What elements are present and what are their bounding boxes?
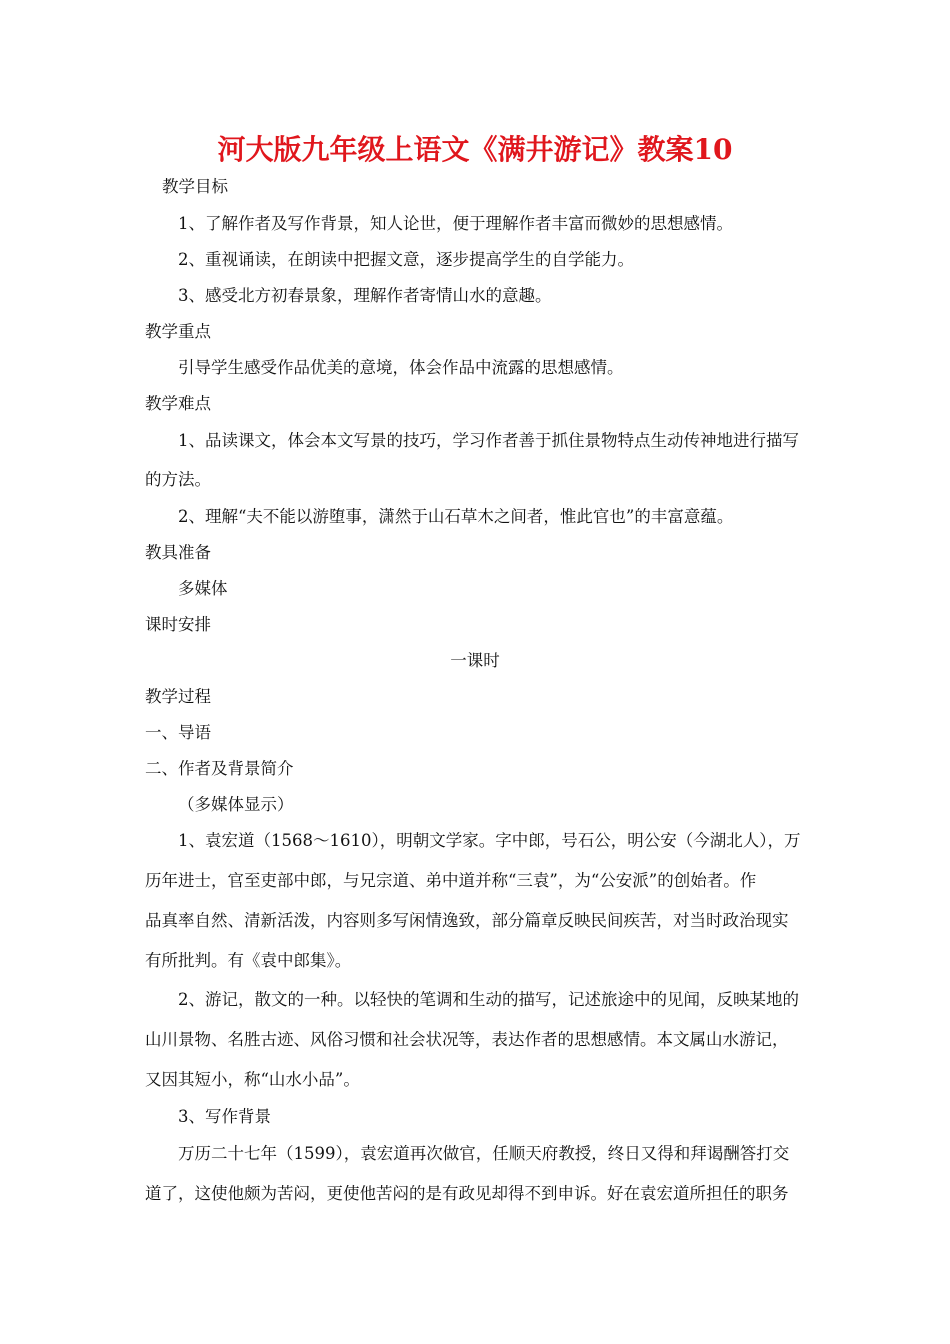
- paragraph-line: 道了，这使他颇为苦闷，更使他苦闷的是有政见却得不到申诉。好在袁宏道所担任的职务: [145, 1184, 789, 1203]
- paragraph-line: 有所批判。有《袁中郎集》。: [145, 951, 352, 970]
- centered-line: 一课时: [450, 651, 500, 670]
- subsection-heading: 二、作者及背景简介: [145, 759, 294, 778]
- paragraph-line: 3、感受北方初春景象，理解作者寄情山水的意趣。: [178, 286, 552, 305]
- paragraph-line: 历年进士，官至吏部中郎，与兄宗道、弟中道并称“三袁”，为“公安派”的创始者。作: [145, 871, 757, 890]
- document-title: 河大版九年级上语文《满井游记》教案10: [217, 133, 733, 166]
- paragraph-line: 3、写作背景: [178, 1107, 271, 1126]
- section-heading: 教学过程: [145, 687, 211, 706]
- paragraph-line: 多媒体: [178, 579, 228, 598]
- paragraph-line: 1、了解作者及写作背景，知人论世，便于理解作者丰富而微妙的思想感情。: [178, 214, 733, 233]
- section-heading: 课时安排: [145, 615, 211, 634]
- paragraph-line: （多媒体显示）: [178, 795, 294, 814]
- paragraph-line: 又因其短小，称“山水小品”。: [145, 1070, 360, 1089]
- paragraph-line: 万历二十七年（1599），袁宏道再次做官，任顺天府教授，终日又得和拜谒酬答打交: [178, 1144, 790, 1163]
- paragraph-line: 2、游记，散文的一种。以轻快的笔调和生动的描写，记述旅途中的见闻，反映某地的: [178, 990, 799, 1009]
- paragraph-line: 山川景物、名胜古迹、风俗习惯和社会状况等，表达作者的思想感情。本文属山水游记，: [145, 1030, 789, 1049]
- paragraph-line: 2、理解“夫不能以游堕事，潇然于山石草木之间者，惟此官也”的丰富意蕴。: [178, 507, 734, 526]
- subsection-heading: 一、导语: [145, 723, 211, 742]
- section-heading: 教具准备: [145, 543, 211, 562]
- section-heading: 教学目标: [162, 177, 228, 196]
- paragraph-line: 品真率自然、清新活泼，内容则多写闲情逸致，部分篇章反映民间疾苦，对当时政治现实: [145, 911, 789, 930]
- paragraph-line: 引导学生感受作品优美的意境，体会作品中流露的思想感情。: [178, 358, 624, 377]
- paragraph-line: 的方法。: [145, 470, 211, 489]
- paragraph-line: 1、袁宏道（1568～1610），明朝文学家。字中郎，号石公，明公安（今湖北人），万: [178, 831, 801, 850]
- paragraph-line: 1、品读课文，体会本文写景的技巧，学习作者善于抓住景物特点生动传神地进行描写: [178, 431, 799, 450]
- paragraph-line: 2、重视诵读，在朗读中把握文意，逐步提高学生的自学能力。: [178, 250, 634, 269]
- section-heading: 教学难点: [145, 394, 211, 413]
- section-heading: 教学重点: [145, 322, 211, 341]
